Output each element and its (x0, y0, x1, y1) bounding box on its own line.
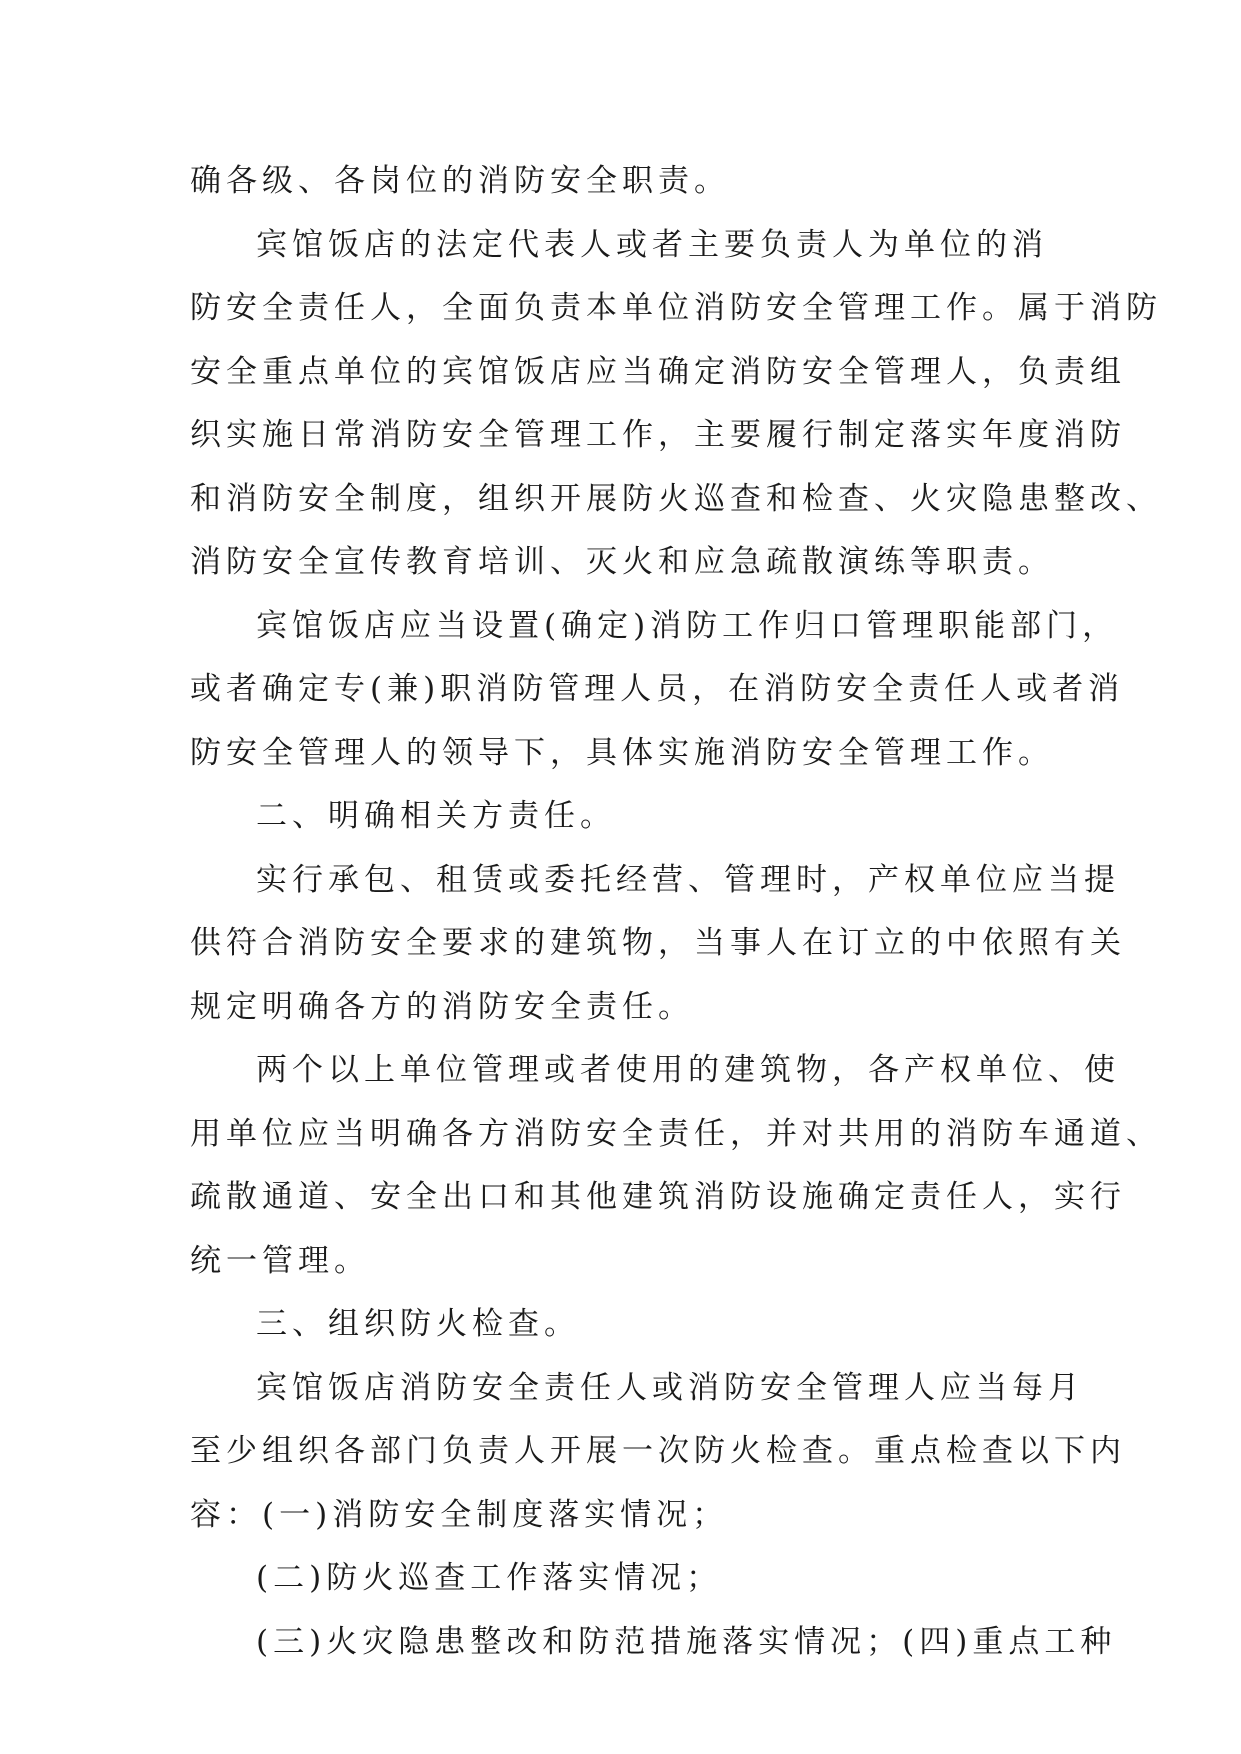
text-line: 防安全责任人，全面负责本单位消防安全管理工作。属于消防 (190, 290, 1162, 326)
text-line: 确各级、各岗位的消防安全职责。 (190, 163, 730, 199)
text-line: 实行承包、租赁或委托经营、管理时，产权单位应当提 (256, 861, 1120, 898)
section-heading: 三、组织防火检查。 (256, 1306, 580, 1342)
text-line: 至少组织各部门负责人开展一次防火检查。重点检查以下内 (190, 1433, 1126, 1469)
text-line: 宾馆饭店应当设置(确定)消防工作归口管理职能部门， (256, 607, 1119, 644)
document-body (190, 150, 1162, 1674)
text-line: 消防安全宣传教育培训、灭火和应急疏散演练等职责。 (190, 544, 1054, 580)
text-line: 疏散通道、安全出口和其他建筑消防设施确定责任人，实行 (190, 1179, 1126, 1215)
text-line: 规定明确各方的消防安全责任。 (190, 988, 694, 1025)
text-line: 或者确定专(兼)职消防管理人员，在消防安全责任人或者消 (190, 671, 1125, 707)
text-line: 防安全管理人的领导下，具体实施消防安全管理工作。 (190, 734, 1054, 771)
text-line: 统一管理。 (190, 1242, 370, 1279)
text-line: (二)防火巡查工作落实情况； (256, 1560, 723, 1596)
text-line: 织实施日常消防安全管理工作，主要履行制定落实年度消防 (190, 417, 1126, 453)
section-heading: 二、明确相关方责任。 (256, 798, 616, 834)
text-line: 容：(一)消防安全制度落实情况； (190, 1496, 729, 1533)
text-line: 供符合消防安全要求的建筑物，当事人在订立的中依照有关 (190, 925, 1126, 961)
text-line: 和消防安全制度，组织开展防火巡查和检查、火灾隐患整改、 (190, 480, 1162, 517)
text-line: 宾馆饭店的法定代表人或者主要负责人为单位的消 (256, 226, 1048, 263)
text-line: 宾馆饭店消防安全责任人或消防安全管理人应当每月 (256, 1369, 1084, 1406)
text-line: 安全重点单位的宾馆饭店应当确定消防安全管理人，负责组 (190, 353, 1126, 390)
text-line: 用单位应当明确各方消防安全责任，并对共用的消防车通道、 (190, 1115, 1162, 1152)
text-line: (三)火灾隐患整改和防范措施落实情况；(四)重点工种 (256, 1623, 1117, 1660)
text-line: 两个以上单位管理或者使用的建筑物，各产权单位、使 (256, 1052, 1120, 1088)
